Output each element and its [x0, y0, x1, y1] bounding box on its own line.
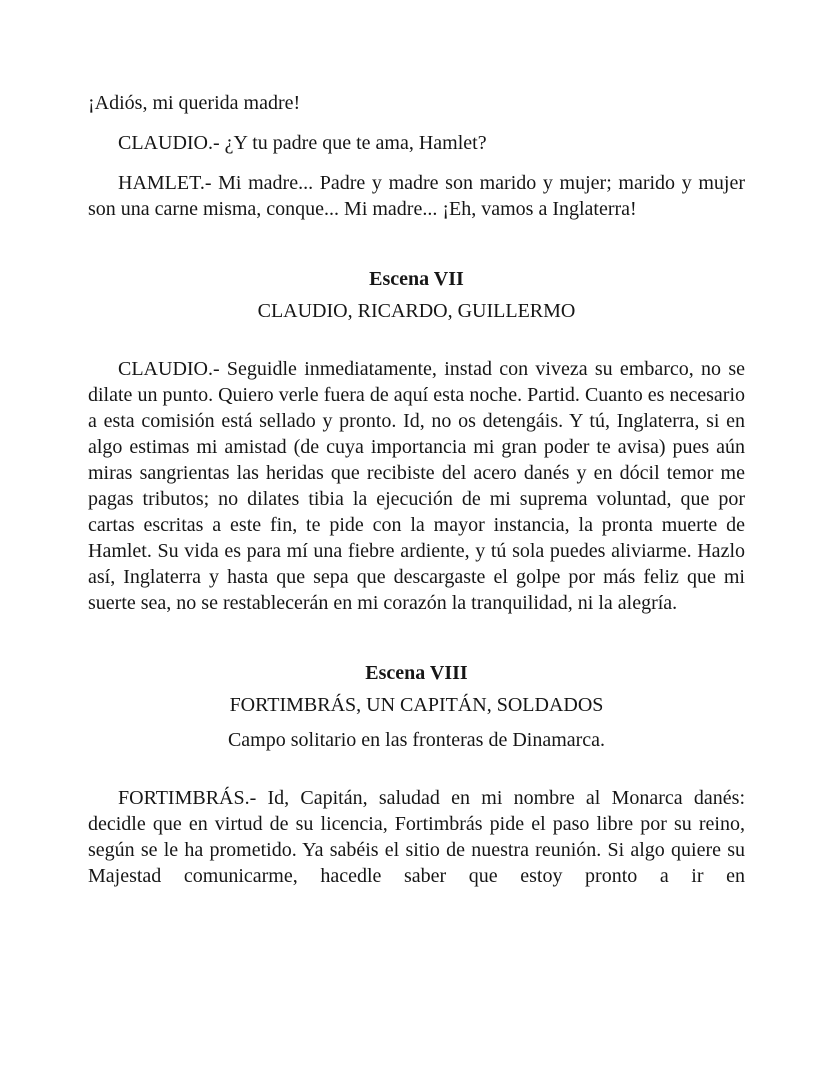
opening-line: ¡Adiós, mi querida madre!: [88, 92, 301, 114]
scene-heading: Escena VIII: [365, 662, 468, 684]
scene-cast: CLAUDIO, RICARDO, GUILLERMO: [257, 300, 576, 322]
dialogue-paragraph: FORTIMBRÁS.- Id, Capitán, saludad en mi nombre al Monarca danés: decidle que en virtud de su licencia, Fortimbrás pide el paso libre por su reino, según se le ha prometido. Ya sabéis el sitio de nuestra reunión. Si algo quiere su Majestad comunicarme, hacedle saber que estoy pronto a ir en: [88, 787, 745, 887]
dialogue-paragraph: CLAUDIO.- ¿Y tu padre que te ama, Hamlet?: [118, 132, 487, 154]
dialogue-paragraph: CLAUDIO.- Seguidle inmediatamente, instad con viveza su embarco, no se dilate un punto. Quiero verle fuera de aquí esta noche. Partid. Cuanto es necesario a esta comisión está sellado y pronto. Id, no os detengáis. Y tú, Inglaterra, si en algo estimas mi amistad (de cuya importancia mi gran poder te avisa) pues aún miras sangrientas las heridas que recibiste del acero danés y en dócil temor me pagas tributos; no dilates tibia la ejecución de mi suprema voluntad, que por cartas escritas a este fin, te pide con la mayor instancia, la pronta muerte de Hamlet. Su vida es para mí una fiebre ardiente, y tú sola puedes aliviarme. Hazlo así, Inglaterra y hasta que sepa que descargaste el golpe por más feliz que mi suerte sea, no se restablecerán en mi corazón la tranquilidad, ni la alegría.: [88, 358, 745, 614]
dialogue-paragraph: HAMLET.- Mi madre... Padre y madre son marido y mujer; marido y mujer son una carne misma, conque... Mi madre... ¡Eh, vamos a Inglaterra!: [88, 172, 745, 220]
scene-cast: FORTIMBRÁS, UN CAPITÁN, SOLDADOS: [229, 694, 604, 716]
scene-heading: Escena VII: [369, 268, 464, 290]
document-content: [88, 90, 745, 889]
scene-setting: Campo solitario en las fronteras de Dinamarca.: [227, 729, 606, 751]
